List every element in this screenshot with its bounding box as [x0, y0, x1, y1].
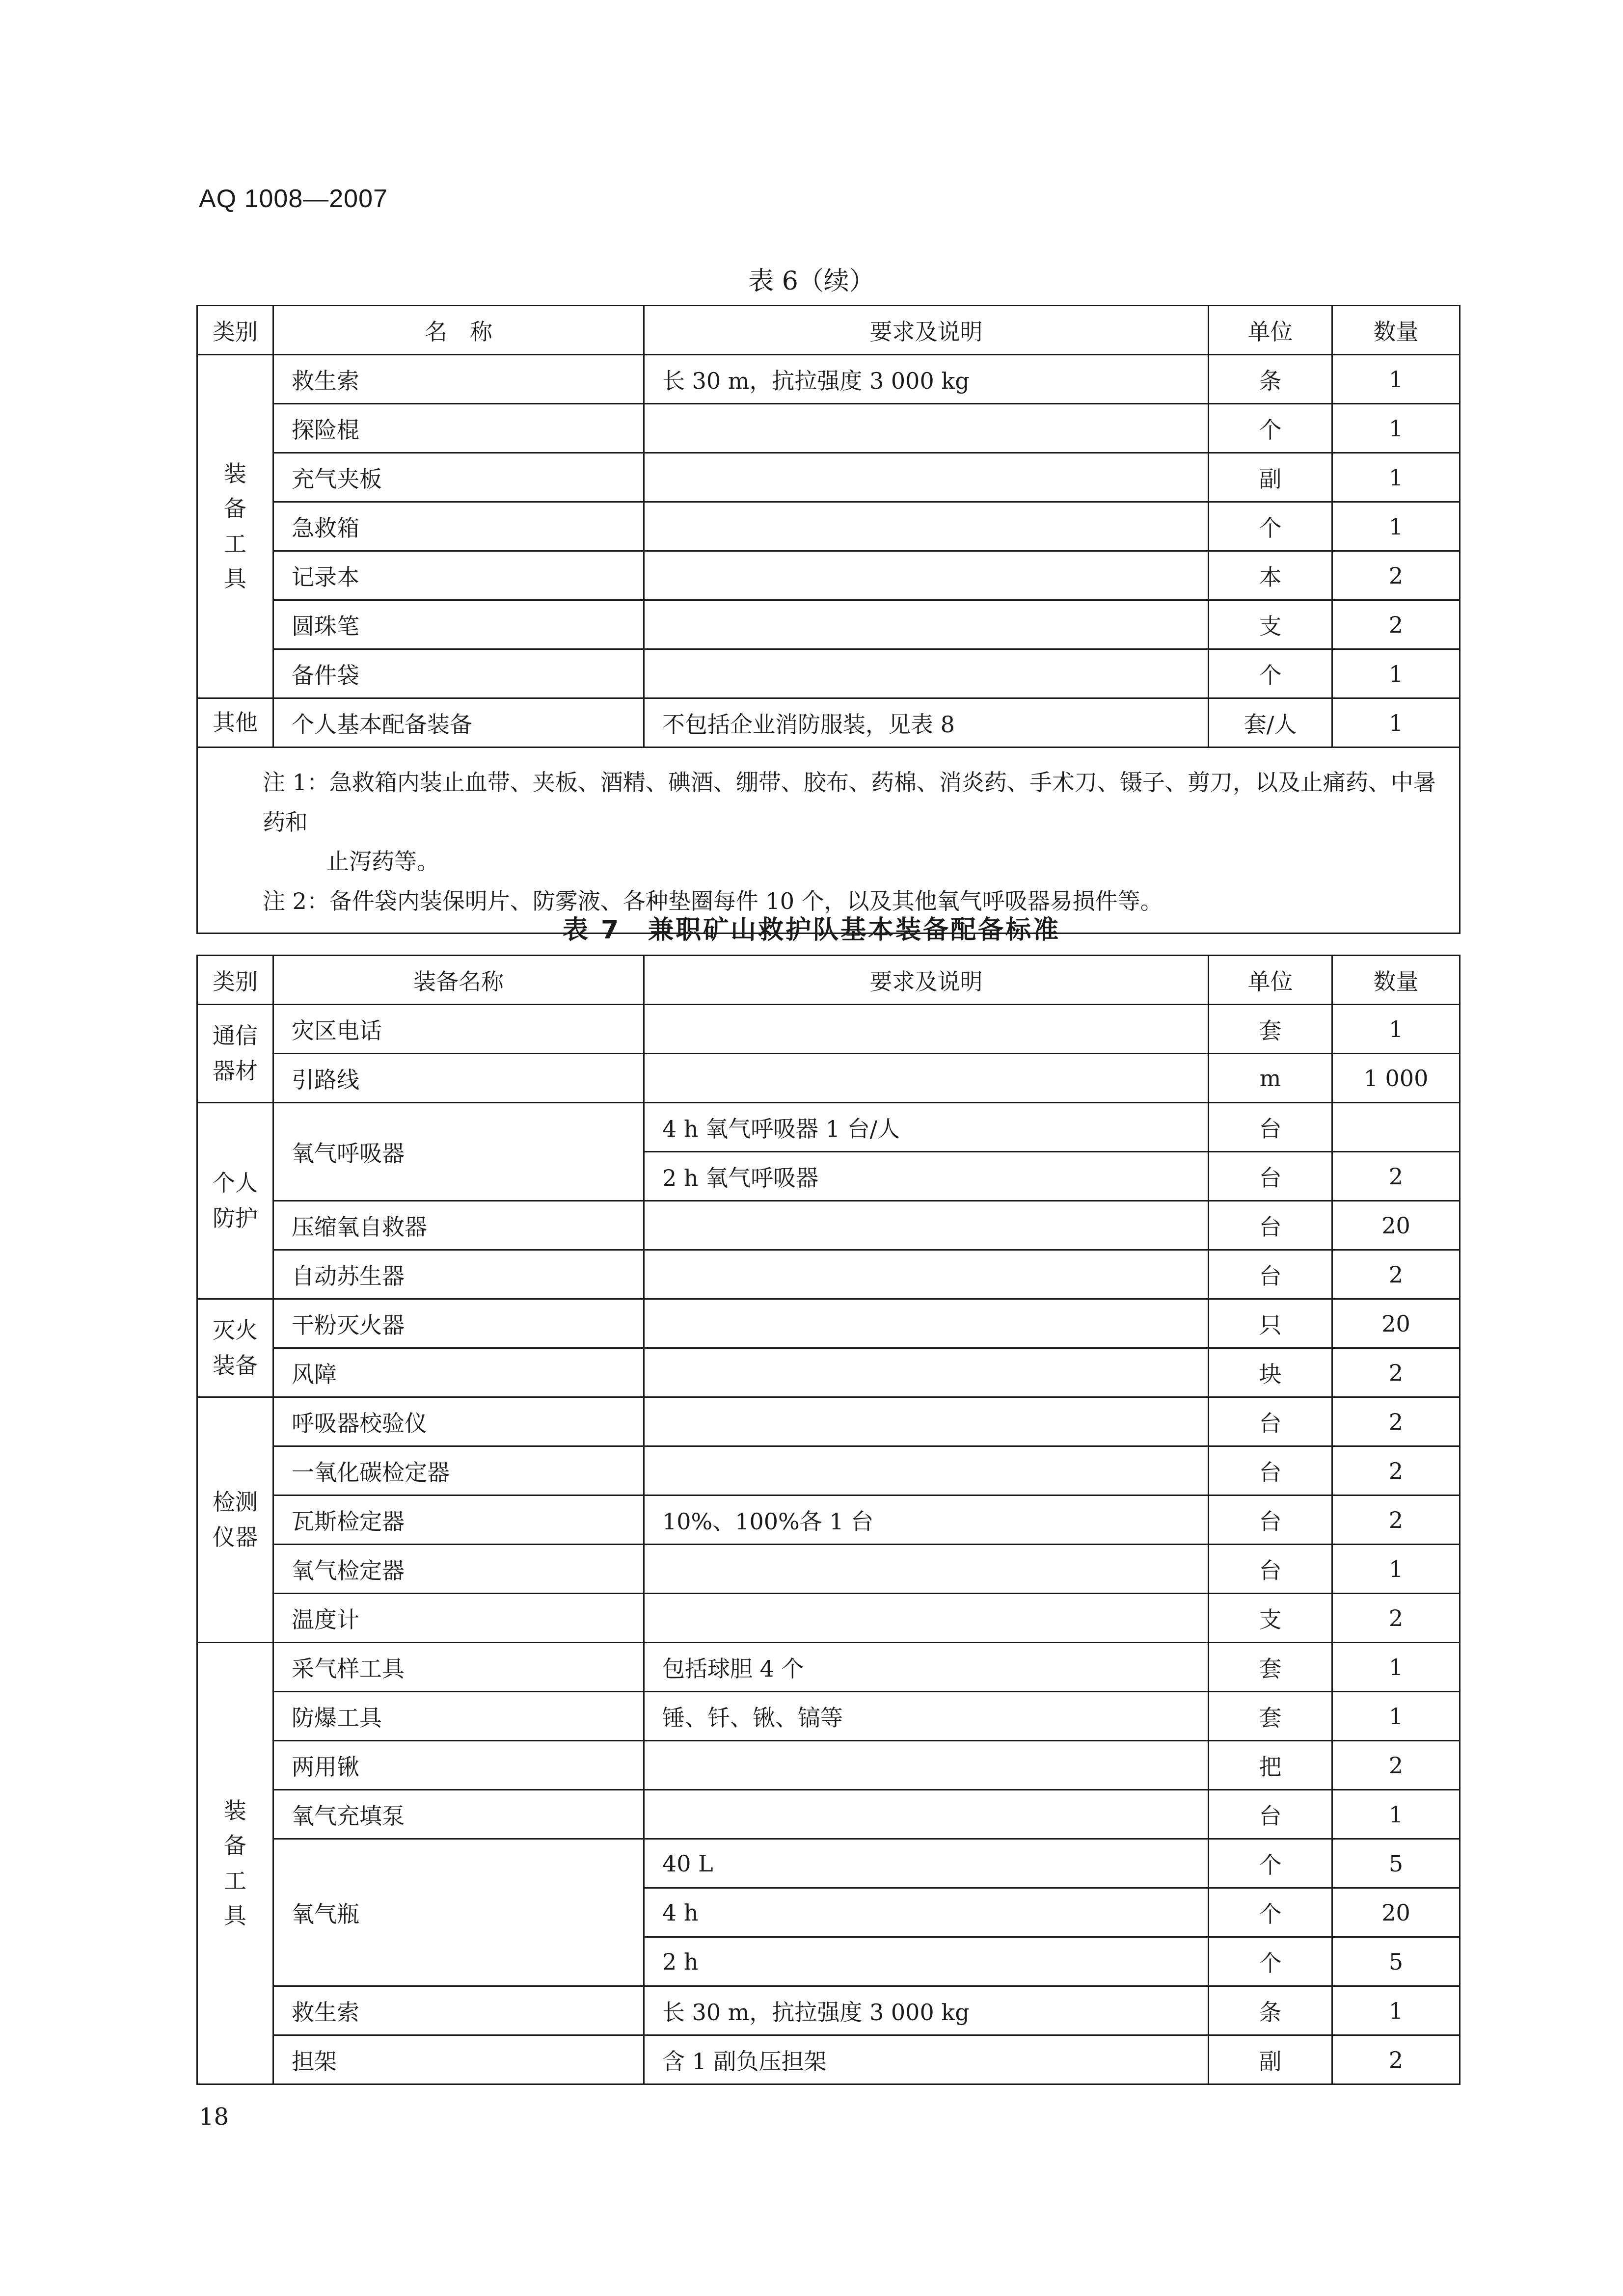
item-quantity: 1: [1332, 1692, 1460, 1741]
table-row: [197, 1839, 1460, 1888]
col-header-requirements: 要求及说明: [644, 306, 1209, 355]
item-name: 瓦斯检定器: [273, 1495, 644, 1545]
table-row: [197, 1692, 1460, 1741]
item-quantity: [1332, 1103, 1460, 1152]
table-row: [197, 600, 1460, 649]
item-name: 充气夹板: [273, 453, 644, 502]
item-requirement: [644, 1005, 1209, 1054]
col-header-quantity: 数量: [1332, 956, 1460, 1005]
item-requirement: 长 30 m，抗拉强度 3 000 kg: [644, 355, 1209, 404]
table-row: [197, 453, 1460, 502]
category-cell: 灭火 装备: [197, 1299, 273, 1397]
item-requirement: [644, 1446, 1209, 1495]
item-quantity: 1: [1332, 1643, 1460, 1692]
item-quantity: 2: [1332, 1348, 1460, 1397]
table-row: [197, 1348, 1460, 1397]
item-quantity: 1: [1332, 1986, 1460, 2035]
item-unit: 台: [1209, 1446, 1332, 1495]
table-row: [197, 502, 1460, 551]
note-2: 注 2：备件袋内装保明片、防雾液、各种垫圈每件 10 个，以及其他氧气呼吸器易损件等。: [263, 887, 1163, 914]
category-cell: 个人 防护: [197, 1103, 273, 1299]
item-requirement: 2 h 氧气呼吸器: [644, 1152, 1209, 1201]
table-row: [197, 1495, 1460, 1545]
item-name: 救生索: [273, 1986, 644, 2035]
item-quantity: 2: [1332, 2035, 1460, 2084]
item-name: 氧气瓶: [273, 1839, 644, 1986]
item-name: 自动苏生器: [273, 1250, 644, 1299]
item-unit: 台: [1209, 1201, 1332, 1250]
item-quantity: 20: [1332, 1201, 1460, 1250]
item-quantity: 1 000: [1332, 1054, 1460, 1103]
item-requirement: [644, 1594, 1209, 1643]
item-unit: 副: [1209, 453, 1332, 502]
table7: [196, 955, 1461, 2085]
item-name: 急救箱: [273, 502, 644, 551]
item-unit: 条: [1209, 1986, 1332, 2035]
item-requirement: [644, 453, 1209, 502]
item-quantity: 2: [1332, 1446, 1460, 1495]
item-requirement: [644, 1054, 1209, 1103]
table-row: [197, 1054, 1460, 1103]
item-requirement: 包括球胆 4 个: [644, 1643, 1209, 1692]
table-row: [197, 1741, 1460, 1790]
table6-header-row: [197, 306, 1460, 355]
item-requirement: 长 30 m，抗拉强度 3 000 kg: [644, 1986, 1209, 2035]
item-unit: 支: [1209, 600, 1332, 649]
item-requirement: 2 h: [644, 1937, 1209, 1986]
col-header-quantity: 数量: [1332, 306, 1460, 355]
item-unit: 支: [1209, 1594, 1332, 1643]
item-requirement: 4 h: [644, 1888, 1209, 1937]
item-quantity: 1: [1332, 355, 1460, 404]
col-header-category: 类别: [197, 956, 273, 1005]
item-name: 备件袋: [273, 649, 644, 698]
item-quantity: 2: [1332, 1594, 1460, 1643]
item-unit: m: [1209, 1054, 1332, 1103]
item-quantity: 1: [1332, 502, 1460, 551]
item-quantity: 20: [1332, 1299, 1460, 1348]
item-name: 一氧化碳检定器: [273, 1446, 644, 1495]
item-requirement: 锤、钎、锹、镐等: [644, 1692, 1209, 1741]
table-row: [197, 404, 1460, 453]
item-unit: 块: [1209, 1348, 1332, 1397]
item-quantity: 2: [1332, 1495, 1460, 1545]
item-name: 氧气充填泵: [273, 1790, 644, 1839]
item-name: 记录本: [273, 551, 644, 600]
table-row: [197, 1201, 1460, 1250]
col-header-unit: 单位: [1209, 306, 1332, 355]
item-quantity: 5: [1332, 1937, 1460, 1986]
item-unit: 个: [1209, 1839, 1332, 1888]
item-quantity: 1: [1332, 453, 1460, 502]
item-unit: 套/人: [1209, 698, 1332, 748]
item-unit: 台: [1209, 1495, 1332, 1545]
item-quantity: 5: [1332, 1839, 1460, 1888]
item-unit: 副: [1209, 2035, 1332, 2084]
item-name: 采气样工具: [273, 1643, 644, 1692]
category-cell: 通信 器材: [197, 1005, 273, 1103]
table6: [196, 305, 1461, 934]
item-name: 防爆工具: [273, 1692, 644, 1741]
item-name: 呼吸器校验仪: [273, 1397, 644, 1446]
item-name: 风障: [273, 1348, 644, 1397]
table6-caption: 表 6（续）: [748, 267, 875, 296]
item-unit: 本: [1209, 551, 1332, 600]
page-number: 18: [199, 2103, 229, 2131]
standard-code: AQ 1008—2007: [199, 185, 388, 213]
table-row: [197, 649, 1460, 698]
table-row: [197, 1397, 1460, 1446]
item-unit: 个: [1209, 649, 1332, 698]
item-quantity: 1: [1332, 1545, 1460, 1594]
item-name: 救生索: [273, 355, 644, 404]
item-name: 压缩氧自救器: [273, 1201, 644, 1250]
item-quantity: 2: [1332, 1397, 1460, 1446]
item-unit: 条: [1209, 355, 1332, 404]
note-1: 注 1：急救箱内装止血带、夹板、酒精、碘酒、绷带、胶布、药棉、消炎药、手术刀、镊子、剪刀，以及止痛药、中暑药和: [263, 769, 1436, 835]
item-requirement: [644, 1545, 1209, 1594]
item-requirement: [644, 600, 1209, 649]
item-name: 个人基本配备装备: [273, 698, 644, 748]
table7-caption: 表 7 兼职矿山救护队基本装备配备标准: [562, 915, 1061, 945]
item-requirement: [644, 1299, 1209, 1348]
table-row: [197, 355, 1460, 404]
item-requirement: [644, 1790, 1209, 1839]
table-row: [197, 1446, 1460, 1495]
item-unit: 台: [1209, 1250, 1332, 1299]
item-name: 干粉灭火器: [273, 1299, 644, 1348]
item-unit: 个: [1209, 1888, 1332, 1937]
item-quantity: 20: [1332, 1888, 1460, 1937]
col-header-name: 装备名称: [273, 956, 644, 1005]
item-requirement: 含 1 副负压担架: [644, 2035, 1209, 2084]
note-1-continued: 止泻药等。: [326, 848, 439, 875]
item-unit: 把: [1209, 1741, 1332, 1790]
item-quantity: 2: [1332, 1741, 1460, 1790]
table-row: [197, 1103, 1460, 1152]
item-unit: 台: [1209, 1545, 1332, 1594]
item-name: 灾区电话: [273, 1005, 644, 1054]
item-name: 探险棍: [273, 404, 644, 453]
item-unit: 个: [1209, 1937, 1332, 1986]
item-requirement: [644, 1201, 1209, 1250]
item-unit: 台: [1209, 1790, 1332, 1839]
col-header-category: 类别: [197, 306, 273, 355]
table-row: [197, 1790, 1460, 1839]
item-unit: 套: [1209, 1643, 1332, 1692]
item-requirement: [644, 1397, 1209, 1446]
category-cell: 检测 仪器: [197, 1397, 273, 1643]
table-row: [197, 1299, 1460, 1348]
item-requirement: 40 L: [644, 1839, 1209, 1888]
item-name: 圆珠笔: [273, 600, 644, 649]
item-quantity: 1: [1332, 404, 1460, 453]
category-cell: 其他: [197, 698, 273, 748]
item-unit: 台: [1209, 1103, 1332, 1152]
item-requirement: [644, 1348, 1209, 1397]
table-row: [197, 2035, 1460, 2084]
item-requirement: [644, 1250, 1209, 1299]
table7-header-row: [197, 956, 1460, 1005]
item-quantity: 2: [1332, 1152, 1460, 1201]
table6-notes: [197, 748, 1460, 934]
item-quantity: 1: [1332, 1005, 1460, 1054]
item-name: 温度计: [273, 1594, 644, 1643]
item-name: 氧气呼吸器: [273, 1103, 644, 1201]
item-quantity: 1: [1332, 649, 1460, 698]
item-requirement: [644, 1741, 1209, 1790]
table-row: [197, 551, 1460, 600]
item-quantity: 2: [1332, 1250, 1460, 1299]
table-row: [197, 1986, 1460, 2035]
table-row: [197, 1594, 1460, 1643]
item-requirement: [644, 404, 1209, 453]
table-row: [197, 1005, 1460, 1054]
item-unit: 个: [1209, 502, 1332, 551]
item-name: 氧气检定器: [273, 1545, 644, 1594]
item-unit: 只: [1209, 1299, 1332, 1348]
item-requirement: 4 h 氧气呼吸器 1 台/人: [644, 1103, 1209, 1152]
table-row: [197, 698, 1460, 748]
item-unit: 台: [1209, 1152, 1332, 1201]
col-header-requirements: 要求及说明: [644, 956, 1209, 1005]
item-unit: 套: [1209, 1005, 1332, 1054]
item-unit: 台: [1209, 1397, 1332, 1446]
col-header-name: 名 称: [273, 306, 644, 355]
item-unit: 套: [1209, 1692, 1332, 1741]
item-name: 两用锹: [273, 1741, 644, 1790]
table-row: [197, 1250, 1460, 1299]
item-quantity: 1: [1332, 698, 1460, 748]
table-row: [197, 1545, 1460, 1594]
item-name: 担架: [273, 2035, 644, 2084]
item-unit: 个: [1209, 404, 1332, 453]
table-row: [197, 1643, 1460, 1692]
item-quantity: 2: [1332, 600, 1460, 649]
item-quantity: 1: [1332, 1790, 1460, 1839]
item-requirement: [644, 551, 1209, 600]
item-requirement: 10%、100%各 1 台: [644, 1495, 1209, 1545]
item-requirement: [644, 649, 1209, 698]
item-name: 引路线: [273, 1054, 644, 1103]
col-header-unit: 单位: [1209, 956, 1332, 1005]
item-quantity: 2: [1332, 551, 1460, 600]
item-requirement: [644, 502, 1209, 551]
item-requirement: 不包括企业消防服装，见表 8: [644, 698, 1209, 748]
category-cell: 装 备 工 具: [197, 355, 273, 698]
category-cell: 装 备 工 具: [197, 1643, 273, 2084]
